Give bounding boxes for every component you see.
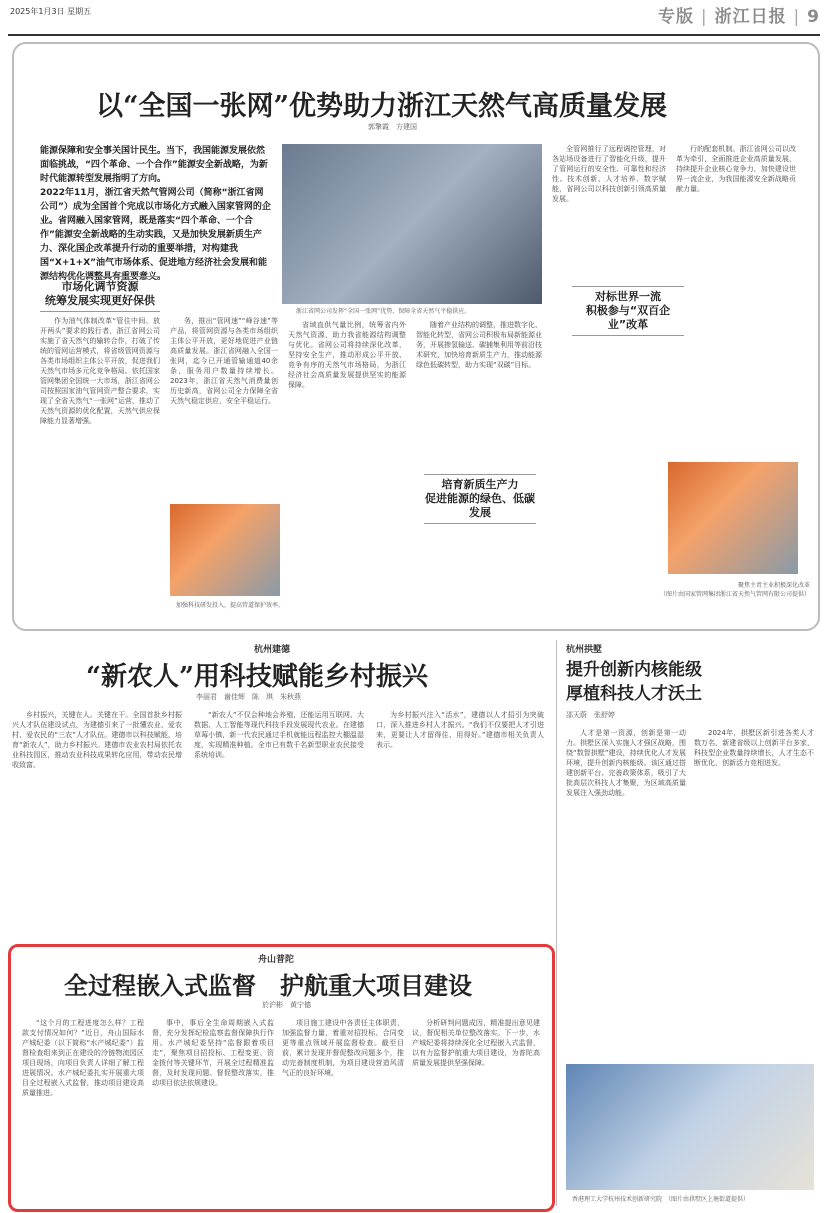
top-subhead-1: 市场化调节资源 统筹发展实现更好保供 bbox=[40, 276, 160, 312]
paper-name: 浙江日报 bbox=[714, 7, 787, 27]
bottom-left-column-4-text: 分析研判问题成因，精准提出意见建议，督促相关单位整改落实。下一步，水产城纪委将持续深化全过程嵌入式监督，以有力监督护航重大项目建设，为普陀高质量发展提供坚强保障。 bbox=[412, 1019, 540, 1067]
mid-right-column-1-text: 人才是第一资源，创新是第一动力。拱墅区深入实施人才强区战略，围绕“数智拱墅”建设，持续优化人才发展环境，提升创新内核能级。该区通过搭建创新平台、完善政策体系，吸引了大批高层次科技人才集聚，为区域高质量发展注入强劲动能。 bbox=[566, 729, 686, 797]
mid-left-title: “新农人”用科技赋能乡村振兴 bbox=[86, 662, 428, 692]
mid-right-title: 提升创新内核能级 厚植科技人才沃土 bbox=[566, 660, 702, 704]
top-photo-3-caption: 聚焦主责主业积极深化改革 （图片由国家管网集团浙江省天然气管网有限公司提供） bbox=[660, 582, 811, 598]
page-header: 专版 | 浙江日报 | 9 bbox=[658, 7, 820, 27]
bottom-left-title: 全过程嵌入式监督 护航重大项目建设 bbox=[64, 971, 472, 1000]
mid-left-column-2-text: “新农人”不仅会种地会养殖，还能运用互联网、大数据、人工智能等现代科技手段发展现代农业。在建德草莓小镇，新一代农民通过手机就能远程监控大棚温湿度，实现精准种植。全市已有数千名新型职业农民接受系统培训。 bbox=[194, 711, 364, 759]
top-column-1-text: 作为油气体制改革“管住中间、放开两头”要求的践行者，浙江省网公司实施了省天然气的输转合作，打破了传统的管网运营模式，将省级管网资源与各类市场组织主体公平开放，促进我们天然气市场多元化竞争格局。依托国家管网集团全国统一大市场，浙江省网公司按照国家油气管网资产整合要求，实现了全省天然气“一张网”运营，推动了天然气资源的优化配置，天然气供应保障能力显著增强。 bbox=[40, 317, 160, 425]
top-subhead-2: 培育新质生产力 促进能源的绿色、低碳发展 bbox=[424, 474, 536, 524]
mid-left-column-1-text: 乡村振兴，关键在人。关键在干。全国首批乡村振兴人才队伍建设试点，为建德引来了一批懂农业、爱农村、爱农民的“三农”人才队伍。建德市以科技赋能，培育“新农人”，助力乡村振兴。建德市农业农村局依托农业科技园区，推动农业科技成果转化应用，带动农民增收致富。 bbox=[12, 711, 182, 769]
top-article-title: 以“全国一张网”优势助力浙江天然气高质量发展 bbox=[96, 91, 668, 122]
mid-right-byline: 邵天蔚 张舒婷 bbox=[566, 711, 615, 719]
bottom-left-byline: 於沪彬 黄宁德 bbox=[262, 1001, 311, 1009]
mid-left-column-3-text: 为乡村振兴注入“活水”，建德以人才招引为突破口，深入推进乡村人才振兴。“我们不仅要把人才引进来，更要让人才留得住、用得好。”建德市相关负责人表示。 bbox=[376, 711, 544, 749]
bottom-left-section-tag: 舟山普陀 bbox=[258, 955, 295, 965]
column-divider bbox=[556, 640, 557, 1206]
top-column-5-text: 全管网推行了远程调控管理，对各站场设备进行了智能化升级，提升了管网运行的安全性、可靠性和经济性。技术创新、人才培养、数字赋能，省网公司以科技创新引领高质量发展。 bbox=[552, 145, 666, 203]
bottom-left-column-1 bbox=[22, 1018, 144, 1198]
mid-left-column-1 bbox=[12, 710, 182, 936]
top-photo-workers bbox=[170, 504, 280, 596]
top-column-2-text: 务，推出“管网速”“峰谷速”等产品，将管网资源与各类市场组织主体公平开放，更好地促进产业链高质量发展。浙江省网融入全国一张网，迄今已开通管输通道40余条，服务用户数量持续增长。2023年，浙江省天然气消费量创历史新高，省网公司全力保障全省天然气稳定供应，安全平稳运行。 bbox=[170, 317, 278, 405]
mid-right-column-1 bbox=[566, 728, 686, 1048]
page-date: 2025年1月3日 星期五 bbox=[10, 7, 92, 16]
top-lead-1: 能源保障和安全事关国计民生。当下，我国能源发展依然面临挑战，“四个革命、一个合作”能源安全新战略，为新时代能源转型发展指明了方向。 bbox=[40, 146, 268, 184]
top-subhead-3: 对标世界一流 积极参与“双百企业”改革 bbox=[572, 286, 684, 336]
mid-left-column-3 bbox=[376, 710, 544, 936]
mid-right-column-2-text: 2024年，拱墅区新引进各类人才数万名，新建省级以上创新平台多家，科技型企业数量持续增长，人才生态不断优化，创新活力竞相迸发。 bbox=[694, 729, 814, 767]
top-lead-2: 2022年11月，浙江省天然气管网公司（简称“浙江省网公司”）成为全国首个完成以市场化方式融入国家管网的企业。省网融入国家管网，既是落实“四个革命、一个合作”能源安全新战略的生动实践，又是加快发展新质生产力、深化国企改革提升行动的重要举措，对构建我国“X+1+X”油气市场体系、促进地方经济社会发展和能源结构优化调整具有重要意义。 bbox=[40, 188, 271, 282]
bottom-left-column-4 bbox=[412, 1018, 540, 1198]
mid-right-photo-building bbox=[566, 1064, 814, 1190]
top-column-6-text: 行的配套机制。浙江省网公司以改革为牵引，全面推进企业高质量发展，持续提升企业核心竞争力，加快建设世界一流企业，为我国能源安全新战略贡献力量。 bbox=[676, 145, 796, 193]
mid-right-photo-caption: 香港理工大学杭州技术创新研究院 （图片由拱墅区上塘街道提供） bbox=[572, 1196, 750, 1203]
top-photo-2-caption: 加强科技研发投入，提高管道保护效率。 bbox=[176, 602, 285, 609]
header-rule bbox=[8, 34, 820, 36]
bottom-left-column-3 bbox=[282, 1018, 404, 1198]
top-column-1 bbox=[40, 316, 160, 614]
section-label: 专版 bbox=[658, 7, 694, 27]
mid-left-byline: 李丽君 谢佳辉 陈 琪 朱秋燕 bbox=[196, 693, 301, 701]
mid-right-section-tag: 杭州拱墅 bbox=[566, 645, 603, 655]
top-column-2 bbox=[170, 316, 278, 500]
mid-left-column-2 bbox=[194, 710, 364, 936]
mid-right-column-2 bbox=[694, 728, 814, 1048]
top-column-4a bbox=[416, 320, 542, 472]
top-photo-control-room bbox=[282, 144, 542, 304]
top-column-5 bbox=[552, 144, 666, 280]
mid-left-section-tag: 杭州建德 bbox=[254, 645, 291, 655]
top-article-byline: 郭擎霞 方建国 bbox=[368, 123, 417, 131]
top-photo-inspection bbox=[668, 462, 798, 574]
bottom-left-column-3-text: 项目施工建设中各责任主体职责，加强监督力量，着重对招投标、合同变更等重点领域开展监督检查。截至目前，累计发现并督促整改问题多个，推动完善制度机制，为项目建设营造风清气正的良好环境。 bbox=[282, 1019, 404, 1077]
top-column-3 bbox=[288, 320, 406, 616]
bottom-left-column-2-text: 事中，事后全生命周期嵌入式监督，充分发挥纪检监察监督保障执行作用。水产城纪委坚持“监督跟着项目走”，聚焦项目招投标、工程变更、资金拨付等关键环节，开展全过程精准监督，及时发现问题、督促整改落实，推动项目依法依规建设。 bbox=[152, 1019, 274, 1087]
top-photo-1-caption: 浙江省网公司发挥“全国一张网”优势，保障全省天然气平稳供应。 bbox=[296, 308, 471, 315]
top-column-4-text: 随着产业结构的调整，推进数字化、智能化转型，省网公司积极布局新能源业务，开展掺氢输送、碳捕集利用等前沿技术研究，加快培育新质生产力，推动能源绿色低碳转型，助力实现“双碳”目标。 bbox=[416, 321, 542, 369]
page-number: 9 bbox=[807, 7, 820, 27]
bottom-left-column-2 bbox=[152, 1018, 274, 1198]
top-column-3-text: 省域直供气量比例，统筹省内外天然气资源，助力我省能源结构调整与优化。省网公司将持续深化改革，坚持安全生产，推动形成公平开放、竞争有序的天然气市场格局，为浙江经济社会高质量发展提供坚实的能源保障。 bbox=[288, 321, 406, 389]
top-column-6 bbox=[676, 144, 796, 442]
bottom-left-column-1-text: “这个月的工程进度怎么样？工程款支付情况如何？”近日，舟山国际水产城纪委（以下简称“水产城纪委”）监督检查组来到正在建设的冷链物流园区项目现场，向项目负责人详细了解工程进展情况。水产城纪委扎实开展重大项目全过程嵌入式监督，推动项目建设高质量推进。 bbox=[22, 1019, 144, 1097]
